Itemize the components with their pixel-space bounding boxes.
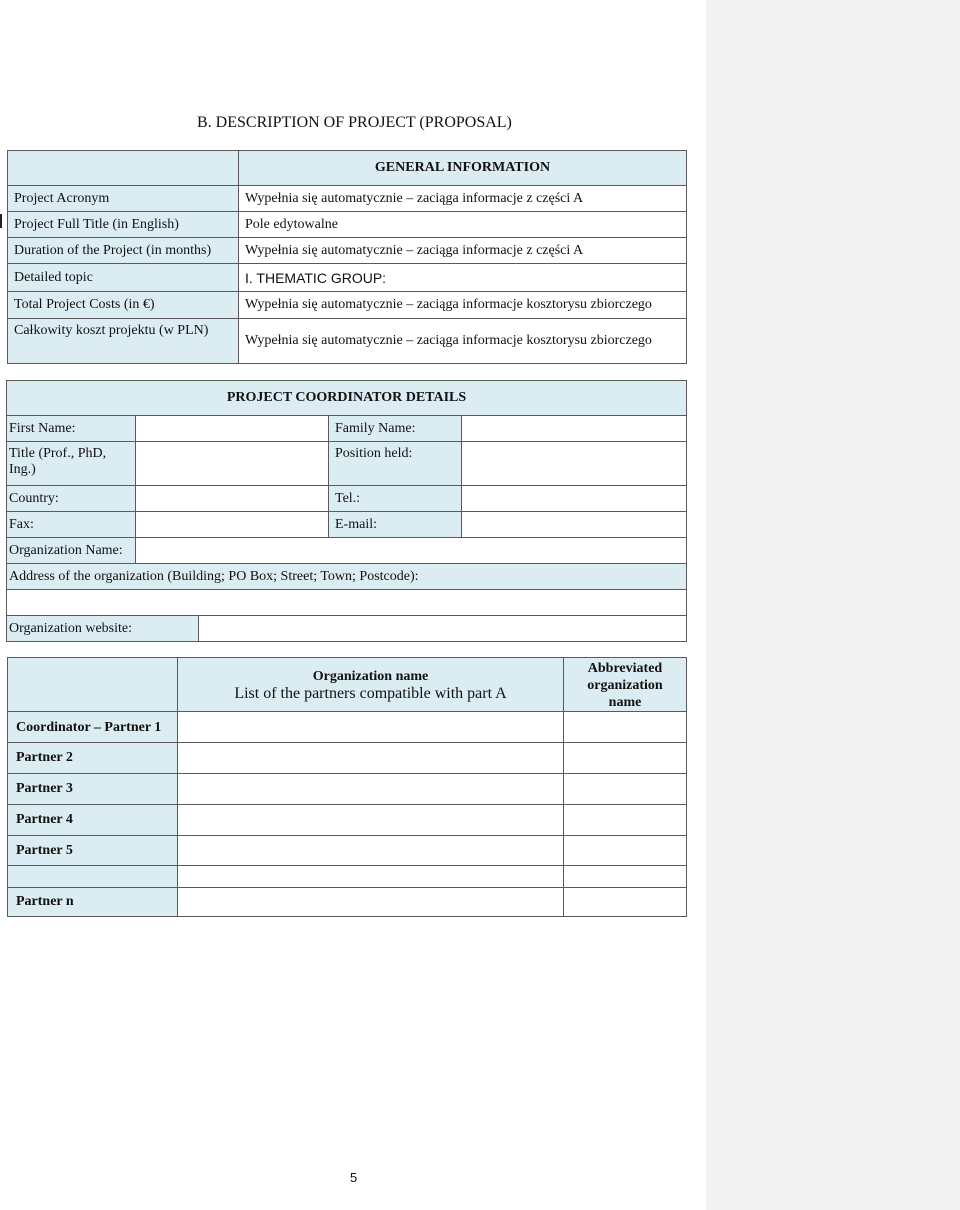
label-family-name: Family Name: [329, 416, 462, 442]
partner-abbrev-input[interactable] [564, 743, 687, 774]
value-total-costs-eur[interactable]: Wypełnia się automatycznie – zaciąga informacje kosztorysu zbiorczego [239, 292, 687, 319]
coordinator-header: PROJECT COORDINATOR DETAILS [7, 381, 687, 416]
input-address[interactable] [7, 590, 687, 616]
general-info-table [7, 150, 687, 364]
label-country: Country: [7, 486, 136, 512]
label-org-name: Organization Name: [7, 538, 136, 564]
input-position-held[interactable] [462, 442, 687, 486]
partner-abbrev-input[interactable] [564, 866, 687, 888]
input-org-name[interactable] [136, 538, 687, 564]
partner-row-label [8, 866, 178, 888]
value-detailed-topic[interactable]: I. THEMATIC GROUP: [239, 264, 687, 292]
label-first-name: First Name: [7, 416, 136, 442]
label-total-costs-pln: Całkowity koszt projektu (w PLN) [8, 319, 239, 364]
partner-row-label: Partner n [8, 888, 178, 917]
partner-org-name-input[interactable] [178, 712, 564, 743]
partner-abbrev-input[interactable] [564, 836, 687, 866]
label-project-acronym: Project Acronym [8, 186, 239, 212]
label-detailed-topic: Detailed topic [8, 264, 239, 292]
partner-abbrev-input[interactable] [564, 805, 687, 836]
input-fax[interactable] [136, 512, 329, 538]
input-title[interactable] [136, 442, 329, 486]
input-website[interactable] [199, 616, 687, 642]
partner-row-label: Partner 5 [8, 836, 178, 866]
partner-org-name-input[interactable] [178, 743, 564, 774]
comment-margin [706, 0, 960, 1210]
partner-org-name-input[interactable] [178, 805, 564, 836]
partner-org-name-input[interactable] [178, 866, 564, 888]
label-fax: Fax: [7, 512, 136, 538]
input-tel[interactable] [462, 486, 687, 512]
label-tel: Tel.: [329, 486, 462, 512]
label-title: Title (Prof., PhD, Ing.) [7, 442, 136, 486]
partner-row-label: Partner 4 [8, 805, 178, 836]
input-first-name[interactable] [136, 416, 329, 442]
value-project-full-title[interactable]: Pole edytowalne [239, 212, 687, 238]
page-title: B. DESCRIPTION OF PROJECT (PROPOSAL) [197, 114, 512, 131]
org-name-header-cell [178, 658, 564, 712]
input-family-name[interactable] [462, 416, 687, 442]
page-number: 5 [350, 1170, 358, 1185]
edit-mark [0, 214, 2, 228]
org-name-subheader: List of the partners compatible with part A [234, 684, 507, 702]
partners-table [7, 657, 687, 917]
partner-row-label: Partner 3 [8, 774, 178, 805]
label-duration: Duration of the Project (in months) [8, 238, 239, 264]
partner-org-name-input[interactable] [178, 836, 564, 866]
input-email[interactable] [462, 512, 687, 538]
partner-org-name-input[interactable] [178, 774, 564, 805]
partner-abbrev-input[interactable] [564, 888, 687, 917]
partner-abbrev-input[interactable] [564, 712, 687, 743]
label-email: E-mail: [329, 512, 462, 538]
partner-row-label: Coordinator – Partner 1 [8, 712, 178, 743]
org-name-header: Organization name [312, 668, 429, 684]
partner-abbrev-input[interactable] [564, 774, 687, 805]
abbrev-header: Abbreviated organization name [564, 658, 687, 712]
partner-org-name-input[interactable] [178, 888, 564, 917]
general-info-header: GENERAL INFORMATION [239, 151, 687, 186]
label-position-held: Position held: [329, 442, 462, 486]
label-address: Address of the organization (Building; PO Box; Street; Town; Postcode): [7, 564, 687, 590]
label-project-full-title: Project Full Title (in English) [8, 212, 239, 238]
value-total-costs-pln[interactable]: Wypełnia się automatycznie – zaciąga informacje kosztorysu zbiorczego [239, 319, 687, 364]
input-country[interactable] [136, 486, 329, 512]
value-duration[interactable]: Wypełnia się automatycznie – zaciąga informacje z części A [239, 238, 687, 264]
label-website: Organization website: [7, 616, 199, 642]
coordinator-table [6, 380, 687, 642]
value-project-acronym[interactable]: Wypełnia się automatycznie – zaciąga informacje z części A [239, 186, 687, 212]
partner-row-label: Partner 2 [8, 743, 178, 774]
label-total-costs-eur: Total Project Costs (in €) [8, 292, 239, 319]
